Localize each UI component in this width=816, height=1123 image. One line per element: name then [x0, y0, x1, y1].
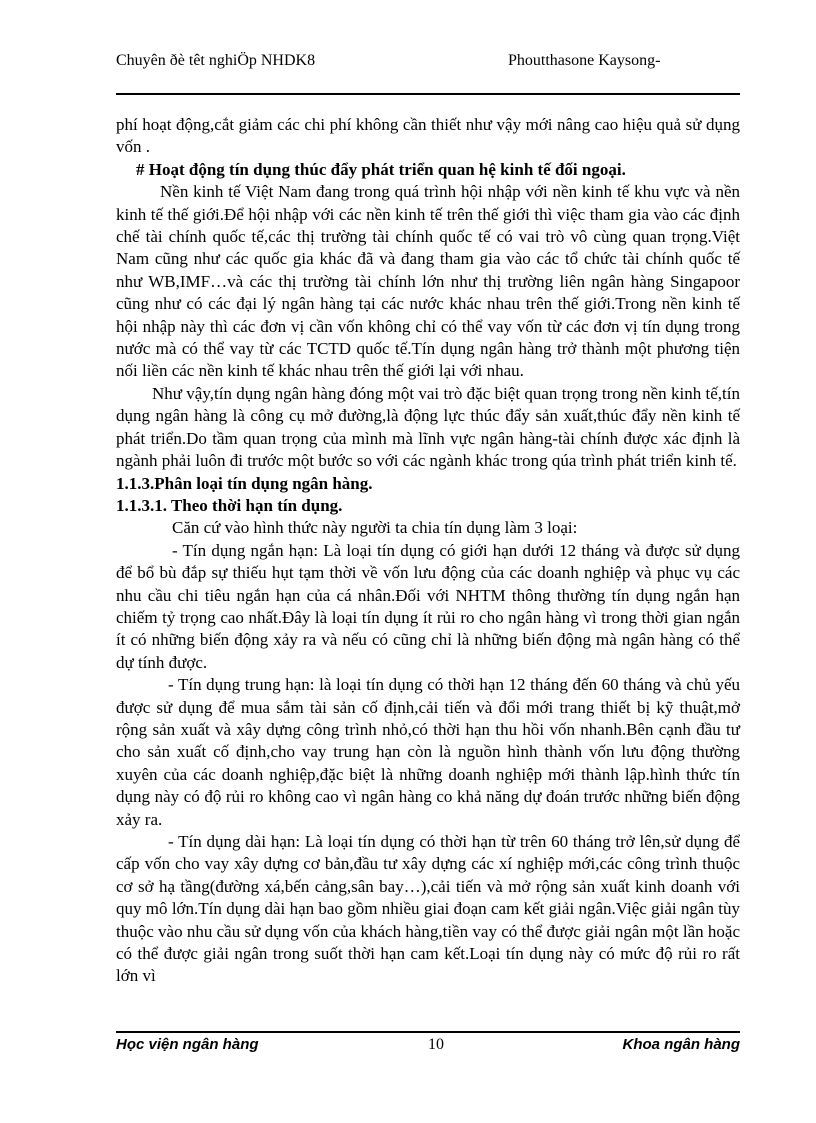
header-author-name: Phoutthasone Kaysong- — [508, 52, 661, 69]
section-heading-1-1-3-1: 1.1.3.1. Theo thời hạn tín dụng. — [116, 495, 343, 515]
header-divider — [116, 93, 740, 95]
paragraph-classification-intro: Căn cứ vào hình thức này người ta chia tín dụng làm 3 loại: — [172, 518, 578, 538]
page-body — [116, 114, 740, 988]
list-item-long-term-credit: - Tín dụng dài hạn: Là loại tín dụng có thời hạn từ trên 60 tháng trở lên,sử dụng để cấp vốn cho vay xây dựng cơ bản,đầu tư xây dựng các xí nghiệp mới,các công trình thuộc cơ sở hạ tầng(đường xá,bến cảng,sân bay…),cải tiến và mở rộng sản xuất kinh doanh với quy mô lớn.Tín dụng dài hạn bao gồm nhiều giai đoạn cam kết giải ngân.Việc giải ngân tùy thuộc vào nhu cầu sử dụng vốn của khách hàng,tiền vay có thể được giải ngân một lần hoặc có thể được giải ngân trong suốt thời hạn cam kết.Loại tín dụng này có mức độ rủi ro rất lớn vì — [116, 832, 740, 986]
footer-department: Khoa ngân hàng — [622, 1036, 740, 1053]
paragraph-continuation: phí hoạt động,cắt giảm các chi phí không cần thiết như vậy mới nâng cao hiệu quả sử dụng vốn . — [116, 115, 740, 157]
list-item-short-term-credit: - Tín dụng ngắn hạn: Là loại tín dụng có giới hạn dưới 12 tháng và được sử dụng để bổ bù đắp sự thiếu hụt tạm thời về vốn lưu động của các doanh nghiệp và phục vụ các nhu cầu chi tiêu ngắn hạn của cá nhân.Đối với NHTM thông thường tín dụng ngắn hạn chiếm tỷ trọng cao nhất.Đây là loại tín dụng ít rủi ro cho ngân hàng vì trong thời gian ngắn ít có những biến động xảy ra và nếu có cũng chỉ là những biến động mà ngân hàng có thể dự tính được. — [116, 540, 740, 672]
section-heading-1-1-3: 1.1.3.Phân loại tín dụng ngân hàng. — [116, 473, 373, 493]
list-item-medium-term-credit: - Tín dụng trung hạn: là loại tín dụng có thời hạn 12 tháng đến 60 tháng và chủ yếu được sử dụng để mua sắm tài sản cố định,cải tiến và đổi mới trang thiết bị kỹ thuật,mở rộng sản xuất và xây dựng công trình nhỏ,có thời hạn thu hồi vốn nhanh.Bên cạnh đầu tư cho sản xuất cố định,cho vay trung hạn còn là nguồn hình thành vốn lưu động thường xuyên của các doanh nghiệp,đặc biệt là những doanh nghiệp mới thành lập.hình thức tín dụng này có độ rủi ro không cao vì ngân hàng co khả năng dự đoán trước những biến động xảy ra. — [116, 675, 740, 829]
page-footer — [116, 1034, 740, 1056]
paragraph-summary: Như vậy,tín dụng ngân hàng đóng một vai trò đặc biệt quan trọng trong nền kinh tế,tín dụng ngân hàng là công cụ mở đường,là động lực thúc đẩy sản xuất,thúc đẩy nền kinh tế phát triển.Do tầm quan trọng của mình mà lĩnh vực ngân hàng-tài chính được xác định là ngành phải luôn đi trước một bước so với các ngành khác trong qúa trình phát triển kinh tế. — [116, 383, 740, 471]
paragraph-integration: Nền kinh tế Việt Nam đang trong quá trình hội nhập với nền kinh tế khu vực và nền kinh tế thế giới.Để hội nhập với các nền kinh tế trên thế giới thì việc tham gia vào các định chế tài chính quốc tế,các thị trường tài chính quốc tế có vai trò vô cùng quan trọng.Việt Nam cũng như các quốc gia khác đã và đang tham gia vào các tổ chức tài chính quốc tế như WB,IMF…và các thị trường tài chính lớn như thị trường liên ngân hàng Singapoor cũng như có các đại lý ngân hàng tại các nước khác nhau trên thế giới.Trong nền kinh tế hội nhập này thì các đơn vị cần vốn không chỉ có thể vay vốn từ các đơn vị tín dụng trong nước mà có thể vay từ các TCTD quốc tế.Tín dụng ngân hàng trở thành một phương tiện nối liền các nền kinh tế khác nhau trên thế giới lại với nhau. — [116, 182, 740, 381]
header-thesis-title: Chuyên ðè têt nghiÖp NHDK8 — [116, 52, 316, 69]
section-heading-foreign-relations: # Hoạt động tín dụng thúc đẩy phát triển quan hệ kinh tế đối ngoại. — [136, 159, 626, 179]
footer-institution: Học viện ngân hàng — [116, 1036, 259, 1053]
footer-divider — [116, 1031, 740, 1033]
page-number: 10 — [428, 1036, 444, 1053]
